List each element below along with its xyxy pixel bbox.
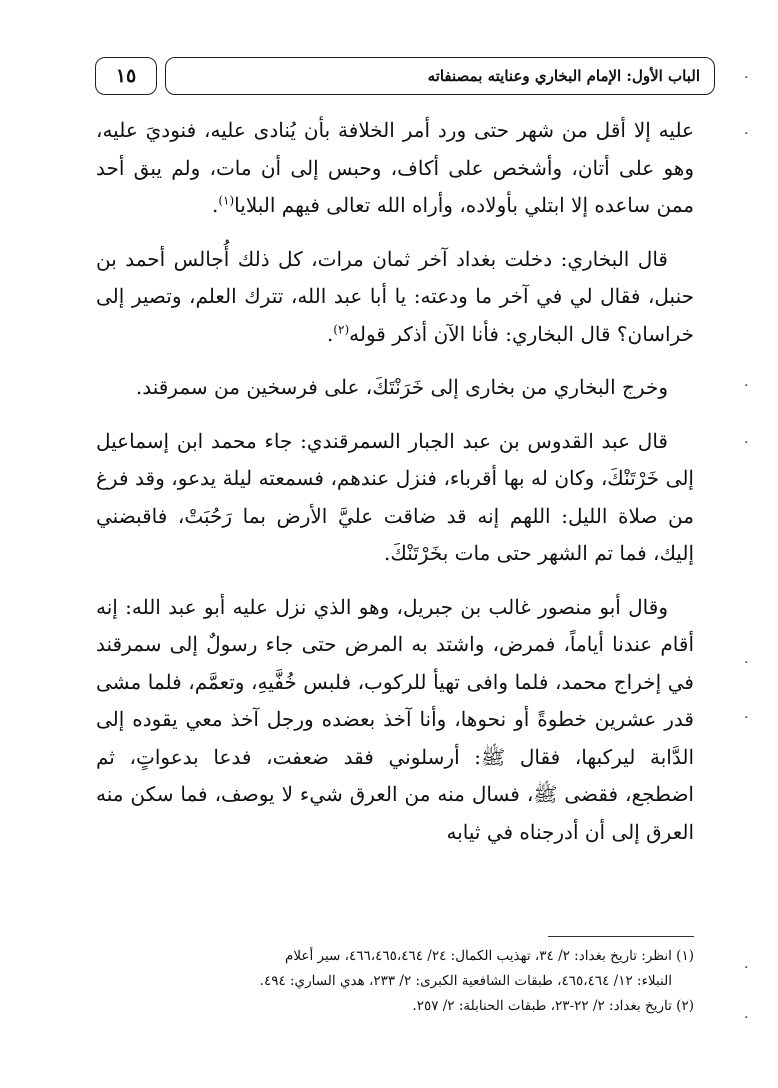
margin-dot-icon: · [744, 435, 749, 451]
footnote-text: انظر: تاريخ بغداد: ٢/ ٣٤، تهذيب الكمال: ٢٤/ ٤٦٦،٤٦٥،٤٦٤، سير أعلام [285, 948, 672, 964]
margin-dot-icon: · [744, 710, 749, 726]
margin-dot-icon: · [744, 126, 749, 142]
footnotes [96, 944, 694, 1019]
margin-dot-icon: · [744, 70, 749, 86]
footnote-text: تاريخ بغداد: ٢/ ٢٢-٢٣، طبقات الحنابلة: ٢/ ٢٥٧. [412, 998, 672, 1014]
margin-dot-icon: · [744, 655, 749, 671]
running-title: الباب الأول: الإمام البخاري وعنايته بمصنفاته [427, 67, 700, 85]
footnote-ref: (٢) [333, 321, 350, 336]
margin-dot-icon: · [744, 960, 749, 976]
paragraph: وقال أبو منصور غالب بن جبريل، وهو الذي نزل عليه أبو عبد الله: إنه أقام عندنا أياماً، فمرض، واشتد به المرض حتى جاء رسولٌ إلى سمرقند في إخراج محمد، فلما وافى تهيأ للركوب، فلبس خُفَّيهِ، وتعمَّم، فلما مشى قدر عشرين خطوةً أو نحوها، وأنا آخذ بعضده ورجل آخذ معي يقوده إلى الدَّابة ليركبها، فقال ﷺ: أرسلوني فقد ضعفت، فدعا بدعواتٍ، ثم اضطجع، فقضى ﷺ، فسال منه من العرق شيء لا يوصف، فما سكن منه العرق إلى أن أدرجناه في ثيابه [96, 594, 695, 844]
footnote-separator [548, 936, 694, 937]
margin-dot-icon: · [744, 1010, 749, 1026]
footnote [96, 944, 694, 969]
paragraph: قال البخاري: دخلت بغداد آخر ثمان مرات، كل ذلك أُجالس أحمد بن حنبل، فقال لي في آخر ما ودعته: يا أبا عبد الله، تترك العلم، وتصير إلى خراسان؟ قال البخاري: فأنا الآن أذكر قوله$^{(٢)}$. [96, 246, 694, 346]
paragraph: وخرج البخاري من بخارى إلى خَرَنْتَكَ، على فرسخين من سمرقند. [135, 375, 668, 399]
paragraph: قال عبد القدوس بن عبد الجبار السمرقندي: جاء محمد ابن إسماعيل إلى خَرْتَنْكَ، وكان له بها أقرباء، فنزل عندهم، فسمعته ليلة يدعو، وقد فرغ من صلاة الليل: اللهم إنه قد ضاقت عليَّ الأرض بما رَحُبَتْ، فاقبضني إليك، فما تم الشهر حتى مات بخَرْتَنْكَ. [96, 428, 694, 565]
page-header [95, 57, 715, 97]
page-number: ١٥ [95, 57, 157, 95]
footnote [96, 994, 694, 1019]
main-text [96, 112, 694, 867]
running-title-box [165, 57, 715, 95]
footnote-ref: (١) [218, 193, 235, 208]
paragraph: عليه إلا أقل من شهر حتى ورد أمر الخلافة بأن يُنادى عليه، فنوديَ عليه، وهو على أتان، وأشخص على أكاف، وحبس إلى أن مات، ولم يبق أحد ممن ساعده إلا ابتلي بأولاده، وأراه الله تعالى فيهم البلايا$^{(١)}$. [96, 118, 694, 217]
footnote-marker: (١) [676, 948, 694, 964]
footnote-continuation: النبلاء: ١٢/ ٤٦٥،٤٦٤، طبقات الشافعية الكبرى: ٢/ ٢٣٣، هدي الساري: ٤٩٤. [259, 973, 672, 989]
footnote-marker: (٢) [676, 998, 694, 1014]
margin-dot-icon: · [744, 378, 749, 394]
